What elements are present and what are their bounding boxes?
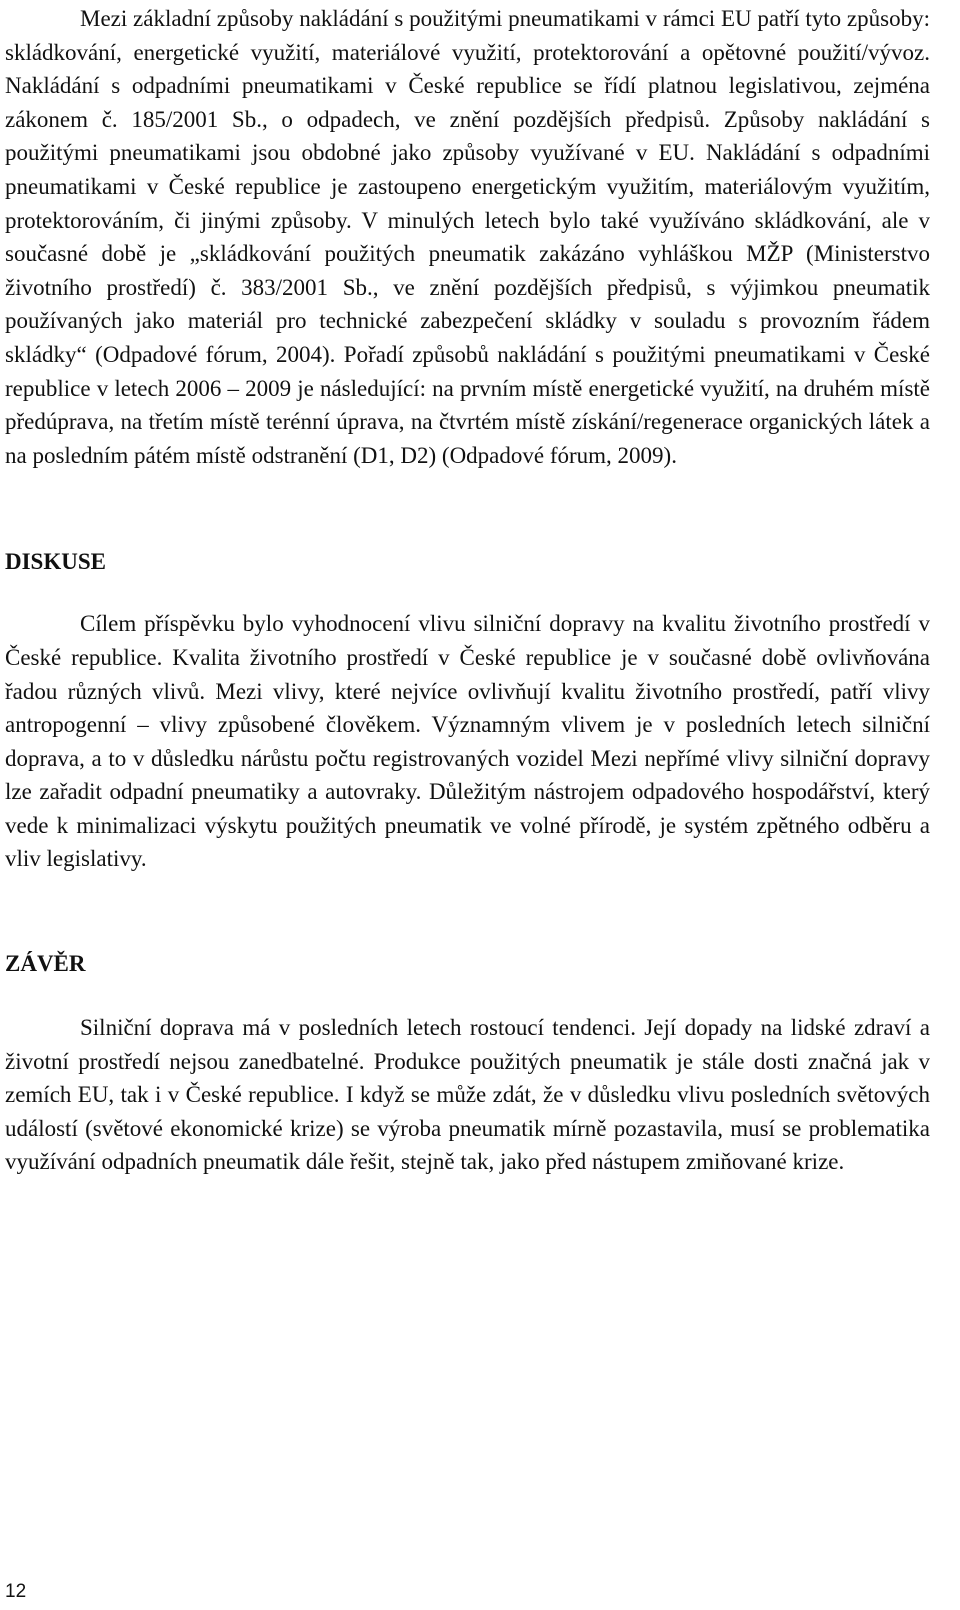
document-page [5, 0, 930, 1179]
zaver-paragraph: Silniční doprava má v posledních letech rostoucí tendenci. Její dopady na lidské zdraví a životní prostředí nejsou zanedbatelné. Produkce použitých pneumatik je stále dosti značná jak v zemích EU, tak i v České republice. I když se může zdát, že v důsledku vlivu posledních světových událostí (světové ekonomické krize) se výroba pneumatik mírně pozastavila, musí se problematika využívání odpadních pneumatik dále řešit, stejně tak, jako před nástupem zmiňované krize. [5, 1015, 930, 1175]
section-heading-zaver: ZÁVĚR [5, 951, 86, 977]
section-heading-diskuse: DISKUSE [5, 549, 106, 575]
page-number: 12 [5, 1581, 27, 1602]
diskuse-paragraph: Cílem příspěvku bylo vyhodnocení vlivu silniční dopravy na kvalitu životního prostředí v České republice. Kvalita životního prostředí v České republice je v současné době ovlivňována řadou různých vlivů. Mezi vlivy, které nejvíce ovlivňují kvalitu životního prostředí, patří vlivy antropogenní – vlivy způsobené člověkem. Významným vlivem je v posledních letech silniční doprava, a to v důsledku nárůstu počtu registrovaných vozidel Mezi nepřímé vlivy silniční dopravy lze zařadit odpadní pneumatiky a autovraky. Důležitým nástrojem odpadového hospodářství, který vede k minimalizaci výskytu použitých pneumatik ve volné přírodě, je systém zpětného odběru a vliv legislativy. [5, 611, 930, 872]
intro-paragraph: Mezi základní způsoby nakládání s použitými pneumatikami v rámci EU patří tyto způsoby: skládkování, energetické využití, materiálové využití, protektorování a opětovné použití/vývoz. Nakládání s odpadními pneumatikami v České republice se řídí platnou legislativou, zejména zákonem č. 185/2001 Sb., o odpadech, ve znění pozdějších předpisů. Způsoby nakládání s použitými pneumatikami jsou obdobné jako způsoby využívané v EU. Nakládání s odpadními pneumatikami v České republice je zastoupeno energetickým využitím, materiálovým využitím, protektorováním, či jinými způsoby. V minulých letech bylo také využíváno skládkování, ale v současné době je „skládkování použitých pneumatik zakázáno vyhláškou MŽP (Ministerstvo životního prostředí) č. 383/2001 Sb., ve znění pozdějších předpisů, s výjimkou pneumatik používaných jako materiál pro technické zabezpečení skládky v souladu s provozním řádem skládky“ (Odpadové fórum, 2004). Pořadí způsobů nakládání s použitými pneumatikami v České republice v letech 2006 – 2009 je následující: na prvním místě energetické využití, na druhém místě předúprava, na třetím místě terénní úprava, na čtvrtém místě získání/regenerace organických látek a na posledním pátém místě odstranění (D1, D2) (Odpadové fórum, 2009). [5, 6, 930, 468]
